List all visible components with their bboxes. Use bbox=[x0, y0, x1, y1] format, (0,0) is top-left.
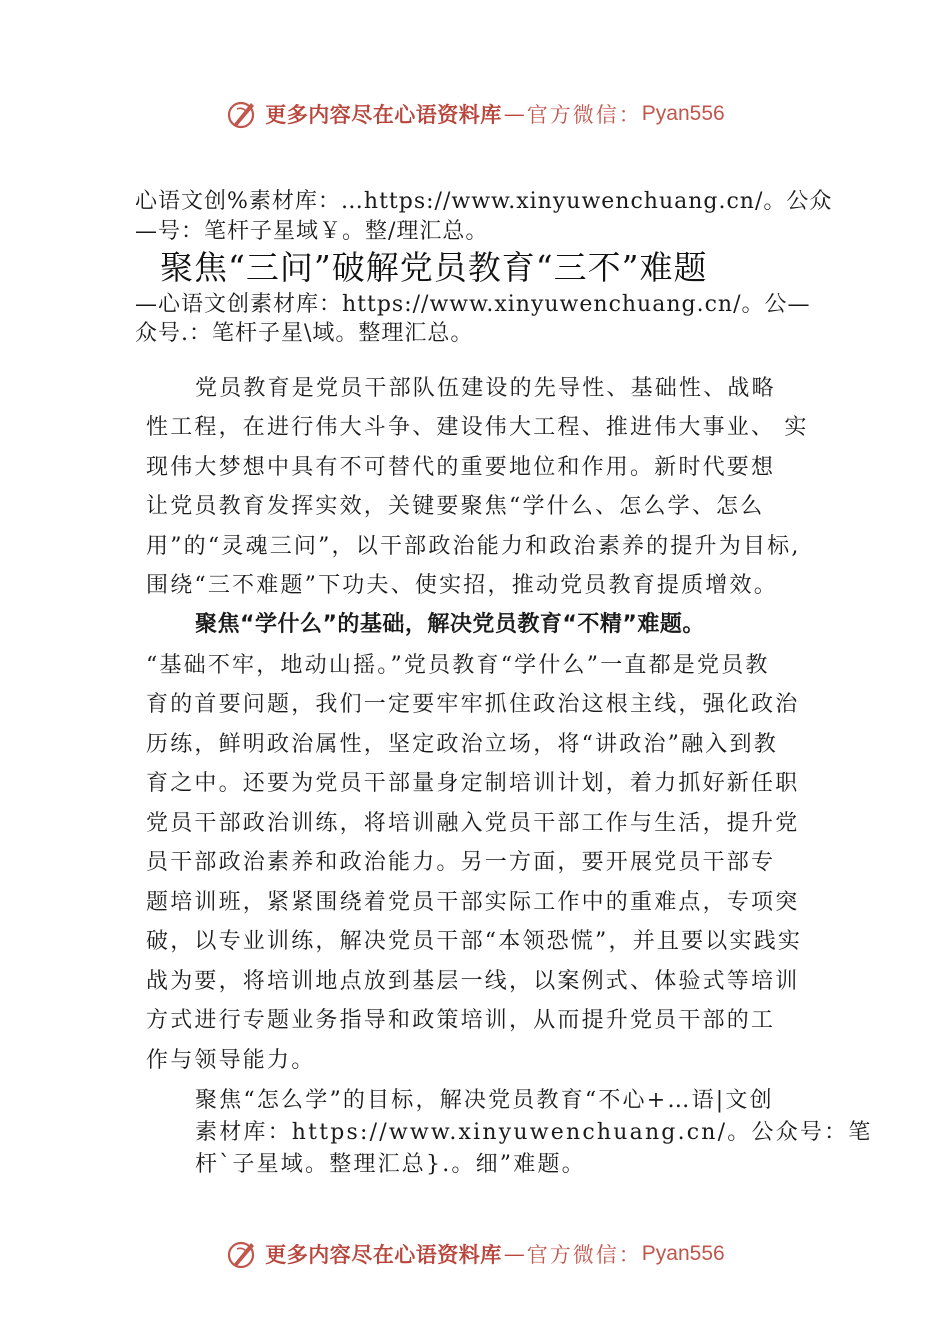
header-banner bbox=[0, 94, 950, 134]
notice-sub-line-2: 众号.：笔杆子星\域。整理汇总。 bbox=[135, 321, 474, 346]
para3-line-2: 素材库：https://www.xinyuwenchuang.cn/。公众号：笔 bbox=[195, 1120, 873, 1145]
banner-library-text: 更多内容尽在心语资料库 bbox=[265, 1242, 502, 1267]
para2-line-7: 题培训班，紧紧围绕着党员干部实际工作中的重难点，专项突 bbox=[146, 890, 800, 915]
para2-line-9: 战为要，将培训地点放到基层一线，以案例式、体验式等培训 bbox=[146, 969, 800, 994]
banner-wechat-id: Pyan556 bbox=[641, 102, 725, 125]
para1-line-2: 性工程，在进行伟大斗争、建设伟大工程、推进伟大事业、 实 bbox=[146, 415, 809, 440]
banner-separator: — bbox=[503, 102, 525, 126]
banner-library-text: 更多内容尽在心语资料库 bbox=[265, 102, 502, 127]
para1-line-6: 围绕“三不难题”下功夫、使实招，推动党员教育提质增效。 bbox=[146, 573, 778, 598]
para2-line-1: “基础不牢，地动山摇。”党员教育“学什么”一直都是党员教 bbox=[146, 653, 770, 678]
notice-top-line-1: 心语文创%素材库：…https://www.xinyuwenchuang.cn/。公众 bbox=[135, 189, 833, 214]
notice-sub-line-1: —心语文创素材库：https://www.xinyuwenchuang.cn/。公— bbox=[135, 292, 811, 317]
para2-line-5: 党员干部政治训练，将培训融入党员干部工作与生活，提升党 bbox=[146, 811, 800, 836]
pen-logo-icon bbox=[225, 97, 259, 131]
pen-logo-icon bbox=[225, 1237, 259, 1271]
para1-line-3: 现伟大梦想中具有不可替代的重要地位和作用。新时代要想 bbox=[146, 455, 776, 480]
para1-line-5: 用”的“灵魂三问”，以干部政治能力和政治素养的提升为目标, bbox=[146, 534, 801, 559]
banner-separator: — bbox=[503, 1242, 525, 1266]
para2-line-8: 破，以专业训练，解决党员干部“本领恐慌”，并且要以实践实 bbox=[146, 929, 803, 954]
para1-line-4: 让党员教育发挥实效，关键要聚焦“学什么、怎么学、怎么 bbox=[146, 494, 765, 519]
para3-line-1: 聚焦“怎么学”的目标，解决党员教育“不心+…语|文创 bbox=[195, 1088, 774, 1113]
banner-wechat-label: 官方微信： bbox=[526, 1243, 642, 1267]
para2-line-6: 员干部政治素养和政治能力。另一方面，要开展党员干部专 bbox=[146, 850, 776, 875]
para2-line-3: 历练，鲜明政治属性，坚定政治立场，将“讲政治”融入到教 bbox=[146, 732, 778, 757]
banner-wechat-id: Pyan556 bbox=[641, 1242, 725, 1265]
footer-banner bbox=[0, 1234, 950, 1274]
para2-line-2: 育的首要问题，我们一定要牢牢抓住政治这根主线，强化政治 bbox=[146, 692, 800, 717]
notice-top-line-2: —号：笔杆子星域￥。整/理汇总。 bbox=[135, 219, 489, 244]
document-title: 聚焦“三问”破解党员教育“三不”难题 bbox=[160, 248, 708, 287]
para2-line-11: 作与领导能力。 bbox=[146, 1048, 316, 1073]
para3-line-3: 杆`子星域。整理汇总}.。细”难题。 bbox=[195, 1152, 586, 1177]
para1-line-1: 党员教育是党员干部队伍建设的先导性、基础性、战略 bbox=[195, 376, 776, 401]
para2-line-4: 育之中。还要为党员干部量身定制培训计划，着力抓好新任职 bbox=[146, 771, 800, 796]
section-heading-1: 聚焦“学什么”的基础，解决党员教育“不精”难题。 bbox=[195, 612, 705, 637]
para2-line-10: 方式进行专题业务指导和政策培训，从而提升党员干部的工 bbox=[146, 1008, 776, 1033]
banner-wechat-label: 官方微信： bbox=[526, 103, 642, 127]
